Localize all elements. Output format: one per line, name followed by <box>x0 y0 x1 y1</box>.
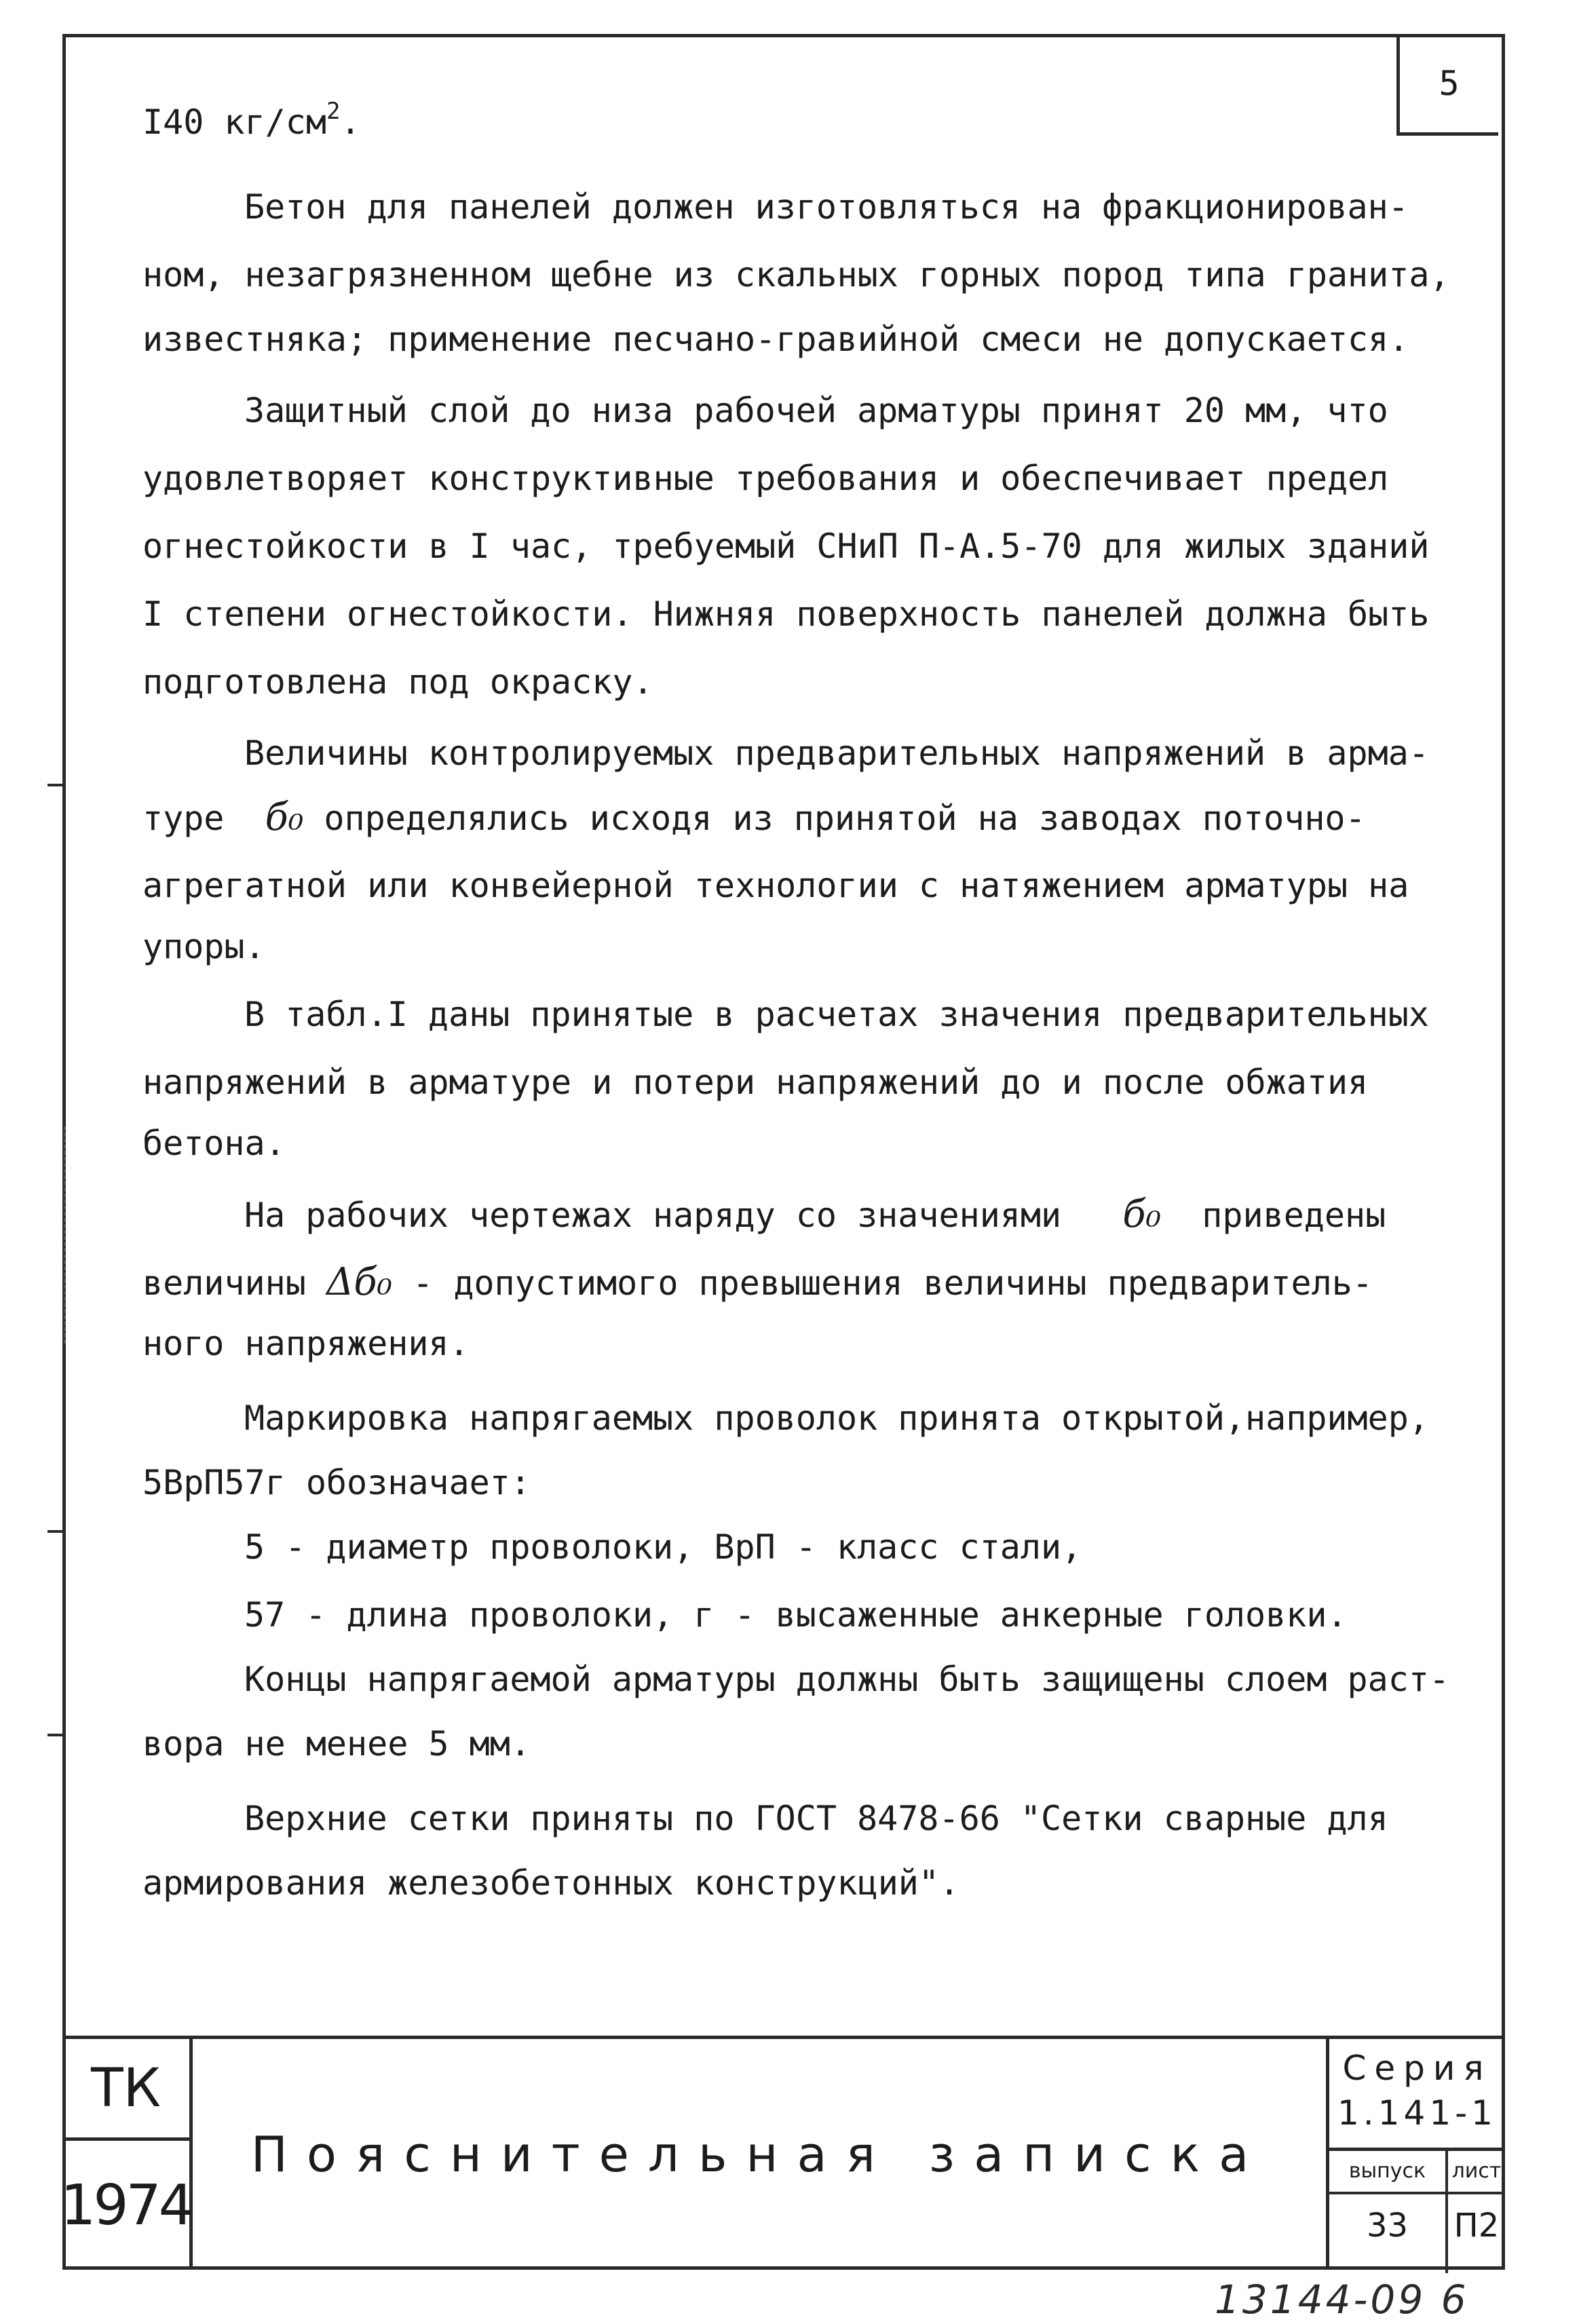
issue-value: 33 <box>1366 2207 1409 2245</box>
sigma-symbol: б₀ <box>1122 1192 1162 1236</box>
text-line: Величины контролируемых предварительных напряжений в арма- <box>244 734 1429 773</box>
text-line: туре б₀ определялись исходя из принятой на заводах поточно- <box>142 795 1366 839</box>
org-code: ТК <box>62 2039 189 2141</box>
issue-label: выпуск <box>1329 2151 1445 2194</box>
sheet-label: лист <box>1448 2151 1505 2194</box>
text-line: I степени огнестойкости. Нижняя поверхность панелей должна быть <box>142 594 1430 634</box>
text-line: упоры. <box>142 927 265 966</box>
sheet-value: П2 <box>1453 2207 1500 2245</box>
issue-cell <box>1329 2151 1448 2273</box>
title-block-left <box>62 2039 193 2270</box>
text-line: На рабочих чертежах наряду со значениями б₀ приведены <box>244 1192 1386 1236</box>
series-label: Серия <box>1342 2049 1492 2088</box>
text-line: ном, незагрязненном щебне из скальных горных пород типа гранита, <box>142 255 1450 294</box>
sheet-cell <box>1448 2151 1505 2273</box>
year: 1974 <box>60 2173 191 2238</box>
margin-tick <box>47 1530 64 1533</box>
text-line: величины Δб₀ - допустимого превышения величины предваритель- <box>142 1260 1373 1304</box>
series-value: 1.141-1 <box>1337 2093 1497 2133</box>
series-cell <box>1329 2039 1505 2151</box>
text-line: напряжений в арматуре и потери напряжений до и после обжатия <box>142 1063 1369 1102</box>
delta-sigma-symbol: Δб₀ <box>326 1260 393 1304</box>
text-line: подготовлена под окраску. <box>142 662 653 702</box>
text-line: В табл.I даны принятые в расчетах значения предварительных <box>244 995 1429 1034</box>
text-line: агрегатной или конвейерной технологии с натяжением арматуры на <box>142 866 1409 905</box>
text-line: 5ВрП57г обозначает: <box>142 1463 531 1502</box>
text-line: Защитный слой до низа рабочей арматуры принят 20 мм, что <box>244 391 1388 430</box>
text-line: I40 $кг/см^2$. <box>142 98 361 142</box>
margin-binding-mark <box>41 1126 66 1344</box>
text-line: Бетон для панелей должен изготовляться на фракционирован- <box>244 187 1409 227</box>
page-number: 5 <box>1396 34 1498 136</box>
text-line: вора не менее 5 мм. <box>142 1724 531 1764</box>
text-line: бетона. <box>142 1124 286 1163</box>
text-line: известняка; применение песчано-гравийной смеси не допускается. <box>142 320 1409 359</box>
margin-tick <box>47 784 64 786</box>
text-line: Маркировка напрягаемых проволок принята открытой,например, <box>244 1398 1429 1438</box>
title-block-right <box>1326 2039 1505 2270</box>
title-block <box>62 2036 1505 2270</box>
text-line: огнестойкости в I час, требуемый СНиП П-А.5-70 для жилых зданий <box>142 527 1430 566</box>
sigma-symbol: б₀ <box>265 795 304 839</box>
text-line: армирования железобетонных конструкций". <box>142 1863 960 1903</box>
text-line: Концы напрягаемой арматуры должны быть защищены слоем раст- <box>244 1660 1450 1699</box>
archive-stamp: 13144-09 6 <box>1215 2277 1469 2323</box>
text-line: удовлетворяет конструктивные требования и обеспечивает предел <box>142 459 1389 498</box>
text-line: 57 - длина проволоки, г - высаженные анкерные головки. <box>244 1595 1348 1635</box>
text-line: Верхние сетки приняты по ГОСТ 8478-66 "Сетки сварные для <box>244 1799 1388 1838</box>
margin-tick <box>47 1734 64 1736</box>
text-line: ного напряжения. <box>142 1324 470 1363</box>
text-line: 5 - диаметр проволоки, ВрП - класс стали, <box>244 1527 1082 1567</box>
document-title: Пояснительная записка <box>250 2126 1268 2183</box>
